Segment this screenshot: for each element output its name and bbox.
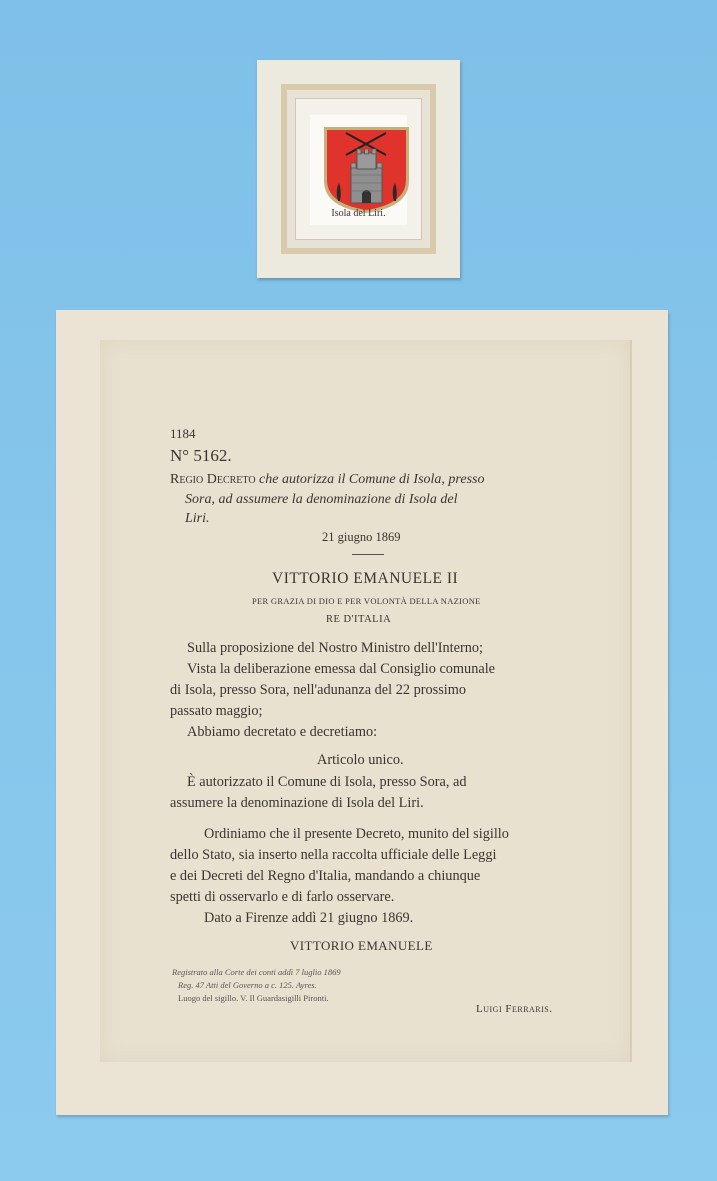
article-heading: Articolo unico. — [317, 752, 404, 768]
para3-line: spetti di osservarlo e di farlo osservare. — [170, 889, 395, 905]
realm-line: RE D'ITALIA — [326, 614, 392, 625]
page-number: 1184 — [170, 426, 196, 441]
crest-card — [310, 115, 407, 225]
minister-signature: Luigi Ferraris. — [476, 1003, 553, 1015]
divider — [352, 554, 384, 555]
decree-number: N° 5162. — [170, 446, 232, 465]
para2-line: assumere la denominazione di Isola del Liri. — [170, 795, 424, 811]
para1-line: Sulla proposizione del Nostro Ministro dell'Interno; — [187, 640, 484, 656]
para1-line: di Isola, presso Sora, nell'adunanza del 22 prossimo — [170, 682, 466, 698]
decree-heading-line2: Sora, ad assumere la denominazione di Isola del — [185, 492, 458, 507]
grace-line: PER GRAZIA DI DIO E PER VOLONTÀ DELLA NAZIONE — [252, 596, 481, 606]
para3-line: dello Stato, sia inserto nella raccolta ufficiale delle Leggi — [170, 847, 497, 863]
para1-line: Vista la deliberazione emessa dal Consiglio comunale — [187, 661, 496, 677]
registration-line: Reg. 47 Atti del Governo a c. 125. Ayres. — [178, 980, 317, 990]
crest-frame — [257, 60, 460, 278]
para2-line: È autorizzato il Comune di Isola, presso Sora, ad — [187, 774, 467, 790]
king-name: VITTORIO EMANUELE II — [272, 570, 459, 587]
king-signature: VITTORIO EMANUELE — [290, 938, 433, 953]
decree-date: 21 giugno 1869 — [322, 530, 401, 544]
heading-italic-1: che autorizza il Comune di Isola, presso — [259, 472, 485, 487]
crest-label: Isola del Liri. — [331, 208, 386, 219]
given-line: Dato a Firenze addì 21 giugno 1869. — [204, 910, 414, 926]
para1-line: Abbiamo decretato e decretiamo: — [187, 724, 378, 740]
registration-line: Registrato alla Corte dei conti addì 7 luglio 1869 — [172, 967, 341, 977]
para1-line: passato maggio; — [170, 703, 263, 719]
decree-heading-line1 — [170, 472, 484, 488]
para3-line: e dei Decreti del Regno d'Italia, mandando a chiunque — [170, 868, 481, 884]
registration-line: Luogo del sigillo. V. Il Guardasigilli Pironti. — [178, 993, 329, 1003]
para3-line: Ordiniamo che il presente Decreto, munito del sigillo — [204, 826, 509, 842]
decree-heading-line3: Liri. — [185, 511, 210, 526]
crest-mat-outer — [281, 84, 436, 254]
decree-paper — [100, 340, 632, 1062]
crest-mat-inner — [295, 98, 422, 240]
coat-of-arms-icon — [318, 123, 415, 215]
document-mount — [56, 310, 668, 1115]
heading-smallcaps: Regio Decreto — [170, 472, 256, 487]
